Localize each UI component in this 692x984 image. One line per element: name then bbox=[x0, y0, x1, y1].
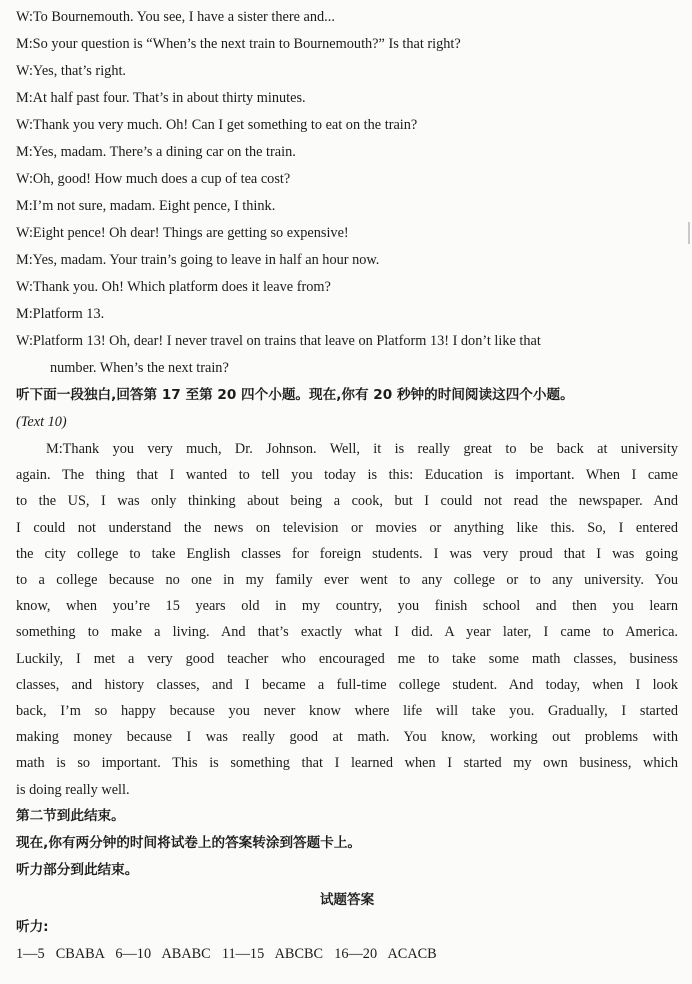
transfer-instruction: 现在,你有两分钟的时间将试卷上的答案转涂到答题卡上。 bbox=[16, 834, 362, 851]
monologue-line: to a college because no one in my family ever went to any college or to any university. You bbox=[16, 572, 678, 589]
monologue-line: math is so important. This is something that I learned when I started my own business, which bbox=[16, 755, 678, 772]
listening-end-text: 听力部分到此结束。 bbox=[16, 861, 139, 878]
dialogue-line: W:Oh, good! How much does a cup of tea cost? bbox=[16, 171, 291, 187]
dialogue-line: M:Yes, madam. There’s a dining car on the train. bbox=[16, 144, 296, 160]
monologue bbox=[16, 436, 678, 803]
text-label: (Text 10) bbox=[16, 414, 67, 430]
monologue-line: again. The thing that I wanted to tell you today is this: Education is important. When I came bbox=[16, 467, 678, 484]
monologue-line: is doing really well. bbox=[16, 781, 130, 798]
monologue-line: classes, and history classes, and I became a full-time college student. And today, when I look bbox=[16, 676, 678, 693]
listening-label: 听力: bbox=[16, 918, 49, 935]
dialogue bbox=[16, 4, 678, 382]
monologue-line: making money because I was really good at math. You know, working out problems with bbox=[16, 729, 678, 746]
dialogue-line: number. When’s the next train? bbox=[50, 360, 229, 376]
monologue-line: I could not understand the news on television or movies or anything like this. So, I entered bbox=[16, 519, 678, 536]
dialogue-line: W:To Bournemouth. You see, I have a sister there and... bbox=[16, 9, 335, 25]
answer-key: 1—5 CBABA 6—10 ABABC 11—15 ABCBC 16—20 ACACB bbox=[16, 945, 437, 962]
monologue-line: the city college to take English classes for foreign students. I was very proud that I was going bbox=[16, 545, 678, 562]
dialogue-line: W:Yes, that’s right. bbox=[16, 63, 127, 79]
dialogue-line: W:Thank you. Oh! Which platform does it leave from? bbox=[16, 279, 331, 295]
monologue-line: something to make a living. And that’s exactly what I did. A year later, I came to America. bbox=[16, 624, 678, 641]
dialogue-line: M:Platform 13. bbox=[16, 306, 105, 322]
monologue-line: Luckily, I met a very good teacher who encouraged me to take some math classes, business bbox=[16, 650, 678, 667]
monologue-line: know, when you’re 15 years old in my country, you finish school and then you learn bbox=[16, 598, 678, 615]
scan-mark bbox=[688, 222, 690, 244]
dialogue-line: W:Platform 13! Oh, dear! I never travel on trains that leave on Platform 13! I don’t like that bbox=[16, 333, 541, 349]
dialogue-line: W:Eight pence! Oh dear! Things are getting so expensive! bbox=[16, 225, 349, 241]
monologue-line: M:Thank you very much, Dr. Johnson. Well, it is really great to be back at university bbox=[46, 441, 678, 457]
dialogue-line: M:Yes, madam. Your train’s going to leave in half an hour now. bbox=[16, 252, 380, 268]
instruction-text: 听下面一段独白,回答第 17 至第 20 四个小题。现在,你有 20 秒钟的时间阅读这四个小题。 bbox=[16, 387, 574, 403]
monologue-line: to the US, I was only thinking about being a cook, but I could not read the newspaper. And bbox=[16, 493, 678, 510]
dialogue-line: M:At half past four. That’s in about thirty minutes. bbox=[16, 90, 306, 106]
dialogue-line: M:So your question is “When’s the next train to Bournemouth?” Is that right? bbox=[16, 36, 461, 52]
monologue-line: back, I’m so happy because you never know where life will take you. Gradually, I started bbox=[16, 703, 678, 720]
dialogue-line: W:Thank you very much. Oh! Can I get something to eat on the train? bbox=[16, 117, 418, 133]
section-end-text: 第二节到此结束。 bbox=[16, 807, 125, 824]
dialogue-line: M:I’m not sure, madam. Eight pence, I think. bbox=[16, 198, 276, 214]
answers-title: 试题答案 bbox=[319, 891, 375, 908]
